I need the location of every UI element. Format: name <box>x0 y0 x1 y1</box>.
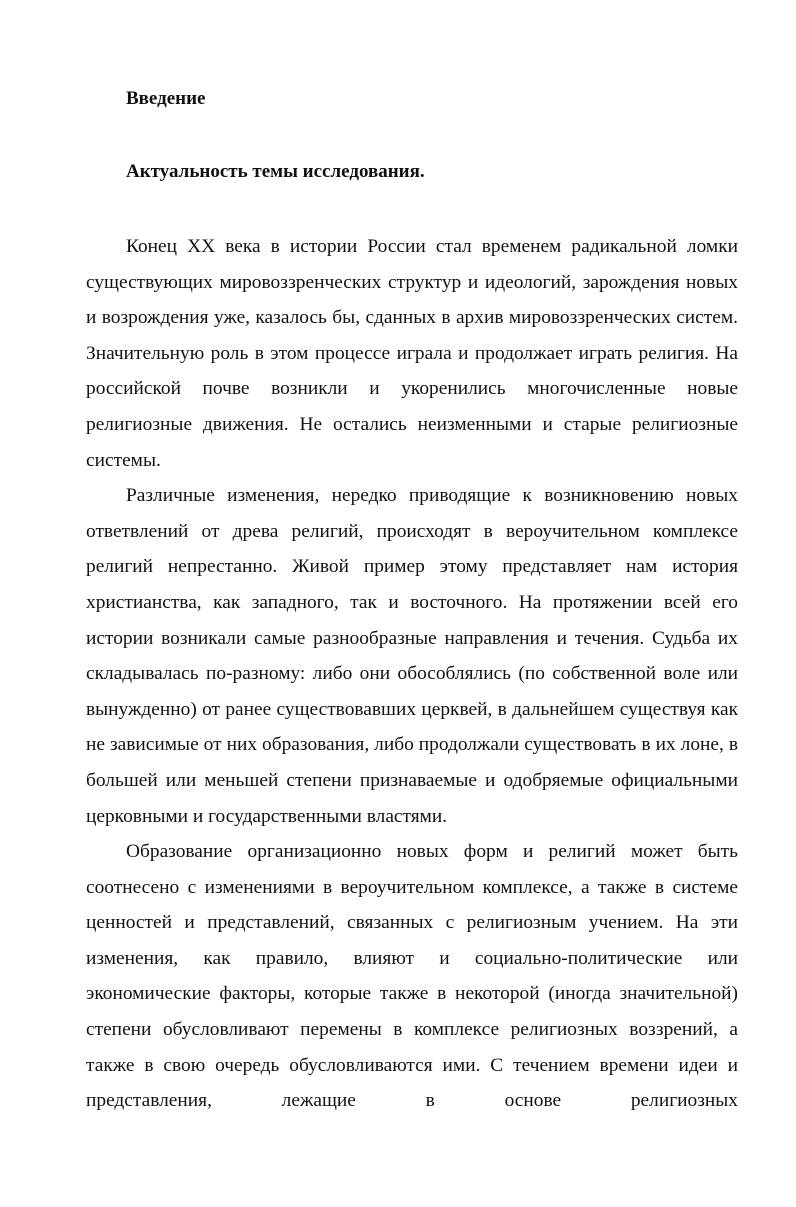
paragraph-2: Различные изменения, нередко приводящие к возникновению новых ответвлений от древа религий, происходят в вероучительном комплексе религий непрестанно. Живой пример этому представляет нам история христианства, как западного, так и восточного. На протяжении всей его истории возникали самые разнообразные направления и течения. Судьба их складывалась по-разному: либо они обособлялись (по собственной воле или вынужденно) от ранее существовавших церквей, в дальнейшем существуя как не зависимые от них образования, либо продолжали существовать в их лоне, в большей или меньшей степени признаваемые и одобряемые официальными церковными и государственными властями. <box>86 485 738 827</box>
section-subtitle-relevance: Актуальность темы исследования. <box>126 161 425 182</box>
section-title-introduction: Введение <box>126 88 206 109</box>
paragraph-1: Конец XX века в истории России стал временем радикальной ломки существующих мировоззренческих структур и идеологий, зарождения новых и возрождения уже, казалось бы, сданных в архив мировоззренческих систем. Значительную роль в этом процессе играла и продолжает играть религия. На российской почве возникли и укоренились многочисленные новые религиозные движения. Не остались неизменными и старые религиозные системы. <box>86 236 738 471</box>
paragraph-3: Образование организационно новых форм и религий может быть соотнесено с изменениями в вероучительном комплексе, а также в системе ценностей и представлений, связанных с религиозным учением. На эти изменения, как правило, влияют и социально-политические или экономические факторы, которые также в некоторой (иногда значительной) степени обусловливают перемены в комплексе религиозных воззрений, а также в свою очередь обусловливаются ими. С течением времени идеи и представления, лежащие в основе религиозных <box>86 841 738 1112</box>
body-text <box>86 229 738 1119</box>
